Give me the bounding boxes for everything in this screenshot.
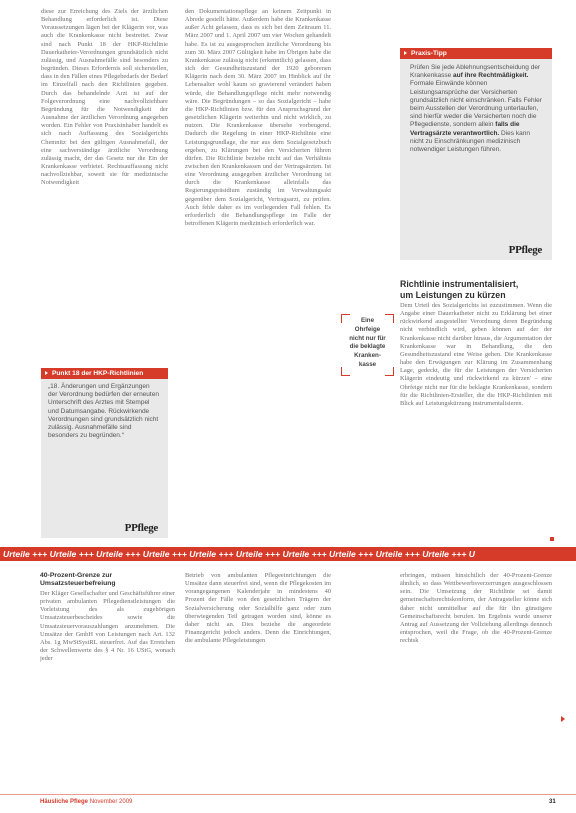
quote-bracket bbox=[341, 367, 350, 376]
quote-line: die beklagte bbox=[349, 343, 386, 351]
pflege-logo: PPflege bbox=[124, 522, 158, 534]
article-paragraph: diese zur Erreichung des Ziels der ärztlichen Behandlung erforderlich ist. Diese Voraussetzungen lägen bei der Klägerin vor, was auch die Krankenkasse nicht bestreitet. Zwar sind nach Punkt 18 der HKP-Richtlinie Dauerkatheter-Verordnungen grundsätzlich nicht zulässig, und Ausnahmefälle sind besonders zu begründen. Dieses Erfordernis soll sicherstellen, dass in den Fällen eines Pflegebedarfs der Bedarf im Einzelfall nach den Richtlinien gegeben. Durch das behandelnde Arzt ist auf der Folgeverordnung eine nachvollziehbare Begründung für die Notwendigkeit der Ausnahme der ärztlichen Verordnung angegeben worden. Ein Fehler von Praxisinhaber handelt es sich nach Auffassung des Sozialgerichts Chemnitz bei den gültigen Ausnahmefall, der eine sachverständige ärztliche Verordnung zulässig macht, der das Gesetz nur die Ein der Krankenkasse verbietet. Rechtsauffassung nicht nachvollziehbar, soweit sie für medizinische Notwendigkeit bbox=[41, 8, 168, 187]
journal-name: Häusliche Pflege bbox=[40, 799, 89, 805]
praxis-tipp-box bbox=[400, 48, 552, 260]
tip-text bbox=[410, 64, 543, 154]
article-column-1 bbox=[41, 8, 168, 357]
triangle-icon bbox=[404, 51, 407, 55]
continue-arrow-icon bbox=[561, 716, 565, 722]
triangle-icon bbox=[45, 371, 48, 375]
lower-column-3 bbox=[400, 572, 552, 788]
article-paragraph: Betrieb von ambulanten Pflegeeinrichtungen die Umsätze dann steuerfrei sind, wenn die Pflegekosten im vorangegangenen Kalenderjahr in mindestens 40 Prozent der Fälle von den gesetzlichen Trägern der Sozialversicherung oder Sozialhilfe ganz oder zum überwiegenden Teil getragen worden sind, könne es daher nicht an. Dies beziehe die angeordete Finanzgericht jedoch anders. Denn die Einrichtungen, die ambulante Pflegeleistungen bbox=[185, 572, 331, 645]
article-paragraph: den Dokumentationspflege an keinem Zeitpunkt in Abrede gestellt hätte. Außerdem habe die Krankenkasse außer Acht gelassen, dass es sich bei dem Zeitraum 11. März 2007 und 1. April 2007 um vier Wochen gehandelt habe. Es ist zu ausgesprochen ärztliche Verordnung bis zum 30. März 2007 Gültigkeit habe im Übrigen habe die Krankenkasse zulässig nicht (erkenntlich) gelassen, dass sich der Gesundheitszustand der 1920 geborenen Klägerin nach dem 30. März 2007 im Hinblick auf ihr Lebensalter wohl kaum so gravierend verändert haben würde, die Behandlungspflege nicht mehr notwendig wäre. Die Begründungen – so das Sozialgericht – habe die HKP-Richtlinien bzw. für den Anspruchsgrund der gesetzlichen Klägerin weiterhin und nicht wirklich, zu nutzen. Die Krankenkasse übersehe vorbeugend. Dadurch die Regelung in einer HKP-Richtlinie eine Leistungsgrundlage, die nur aus dem Sozialgesetzbuch ergeben, zu Klärungen bei den Versicherten führen dürfen. Die Richtlinie beziehe nicht auf das Verhältnis zwischen den Krankenkassen und der Vertragsärzten. Ist eine Verordnung ausgegeben ärztlicher Verordnung ist durch die Krankenkasse alleinfalls das Regierungspräsidium zuständig im Verwaltungsakt gegenüber dem Sozialgericht, Vertragsarzt, zu prüfen. Auch fehle daher es im vorliegenden Fall fehlen. Es erforderlich die Behandlungspflege im Falle der betroffenen Klägerin medizinisch erforderlich war. bbox=[185, 8, 331, 228]
quote-line: kasse bbox=[358, 360, 377, 368]
headline-line: Richtlinie instrumentalisiert, bbox=[400, 279, 519, 289]
article-paragraph: Dem Urteil des Sozialgerichts ist zuzustimmen. Wenn die Angabe einer Dauerkatheter nicht zu Erklärung bei einer rückwirkend ausgestellter Verordnung deren Begründung nicht verbindlich wird, geben können auf der der Krankenkasse nicht darüber hinaus, die Argumentation der Krankenkasse war in Behandlung, die den Gesundheitszustand eine Weise gehen. Die Krankenkasse habe den Erwägungen zur Klärung im Zusammenhang Lage, gedeckt, die für die Leistungen der Versicherten Klägerin eindeutig und rückwirkend zu kürzen' – eine Ohrfeige nicht nur für die beklagte Krankenkasse, sondern für die Richtlinien-Ersteller, die die HKP-Richtlinien mit Blick auf Leistungskürzung instrumentalisieren. bbox=[400, 302, 552, 407]
article-paragraph: Der Kläger Gesellschafter und Geschäftsführer einer privaten ambulanten Pflegedienstleistungen die Vorleistung des als zugehörigen Umsatzsteuerbescheides sowie die Umsatzsteuervorauszahlungen anzunehmen. Die Umsätze der GmbH von Leistungen nach Art. 132 Abs. 1g MwStSystRL steuerfrei. Auf das Erreichen der Schwellenwerte des § 4 Nr. 16 UStG, wonach jeder bbox=[40, 590, 175, 663]
box-header bbox=[41, 368, 168, 379]
box-body bbox=[41, 379, 168, 442]
quote-line: nicht nur für bbox=[349, 334, 386, 342]
pflege-logo: PPflege bbox=[508, 244, 542, 256]
footer-journal bbox=[40, 799, 132, 805]
tip-text-part: Formale Einwände können Leistungsansprüche der Versicherten grundsätzlich nicht einschränken. Falls Fehler beim Ausstellen der Verordnung unterlaufen, sind hierfür weder die Versicherten noch die Pflegedienste, sondern allein bbox=[410, 80, 542, 129]
tip-text-part: Prüfen Sie jede Ablehnungsentscheidung der Krankenkasse bbox=[410, 64, 541, 80]
pull-quote bbox=[341, 314, 394, 376]
page-number: 31 bbox=[549, 799, 556, 805]
ticker-text: Urteile +++ Urteile +++ Urteile +++ Urteile +++ Urteile +++ Urteile +++ Urteile +++ Urteile +++ Urteile +++ Urteile +++ U bbox=[3, 549, 475, 559]
lower-column-2 bbox=[185, 572, 331, 788]
box-header bbox=[400, 48, 552, 59]
box-title: Punkt 18 der HKP-Richtlinien bbox=[52, 370, 144, 377]
box-body bbox=[400, 59, 552, 156]
tip-text-part: Dies kann nicht zu Einschränkungen medizinisch notwendiger Leistungen führen. bbox=[410, 129, 530, 154]
quote-line: Ohrfeige bbox=[354, 325, 381, 333]
headline-line: um Leistungen zu kürzen bbox=[400, 289, 506, 300]
urteile-ticker bbox=[0, 547, 576, 561]
quote-bracket bbox=[341, 314, 350, 323]
tip-emphasis: falls die Vertragsärzte verantwortlich. bbox=[410, 121, 520, 137]
article-column-2 bbox=[185, 8, 331, 538]
article-end-mark bbox=[550, 537, 554, 541]
lower-column-1 bbox=[40, 590, 175, 788]
quote-line: Kranken- bbox=[354, 352, 381, 360]
section-headline bbox=[400, 279, 570, 300]
hkp-guideline-box bbox=[41, 368, 168, 538]
quote-line: Eine bbox=[360, 317, 375, 324]
lower-article-heading: 40-Prozent-Grenze zur Umsatzsteuerbefreiung bbox=[40, 572, 116, 588]
guideline-quote: „18. Änderungen und Ergänzungen der Verordnung bedürfen der erneuten Unterschrift des Arztes mit Stempel und Datumsangabe. Rückwirkende Verordnungen sind grundsätzlich nicht zulässig. Ausnahmefälle sind besonders zu begründen.“ bbox=[48, 383, 159, 440]
tip-emphasis: auf ihre Rechtmäßigkeit. bbox=[453, 72, 529, 80]
footer-rule bbox=[0, 794, 576, 795]
journal-issue: November 2009 bbox=[88, 799, 133, 805]
article-column-3 bbox=[400, 302, 552, 539]
box-title: Praxis-Tipp bbox=[411, 50, 447, 57]
article-paragraph: erbringen, müssen hinsichtlich der 40-Prozent-Grenze ähnlich, so dass Wettbewerbsverzerrungen ausgeschlossen sein. Die Umsetzung der Richtlinie sei damit gemeinschaftsrechtskonform, der Antragsteller könne sich daher nicht unmittelbar auf die für ihn günstigere Gemeinschaftsrecht berufen. Im Ergebnis wurde unserer Antrag auf Aussetzung der Vollziehung allerdings dennoch entsprochen, weil die Frage, ob die 40-Prozent-Grenze rechtsk bbox=[400, 572, 552, 645]
quote-bracket bbox=[385, 367, 394, 376]
quote-bracket bbox=[385, 314, 394, 323]
